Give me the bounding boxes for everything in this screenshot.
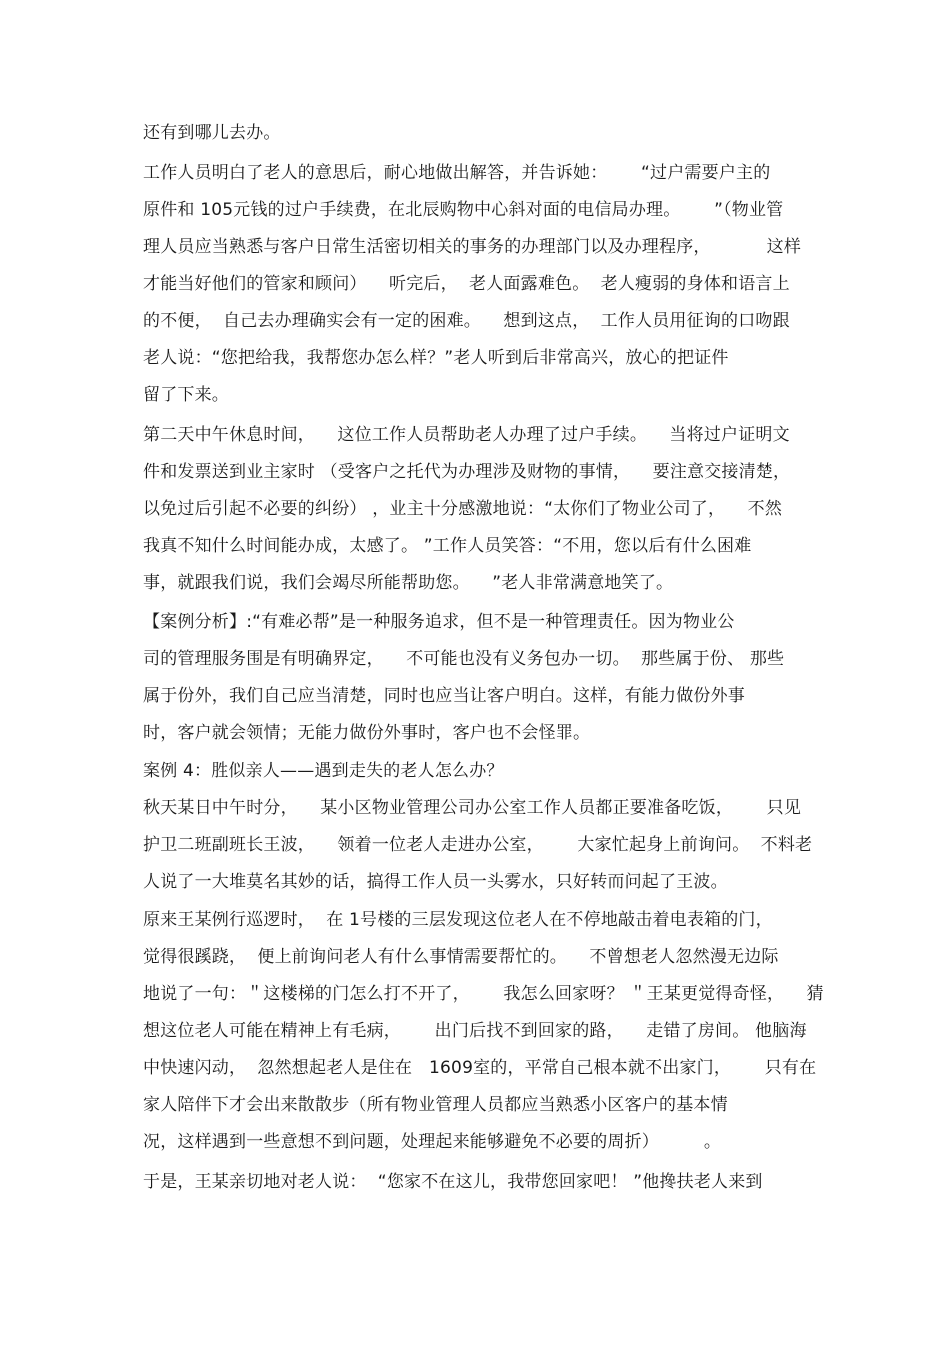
text-line: 还有到哪儿去办。 [143, 123, 281, 143]
text-line: 才能当好他们的管家和顾问） 听完后， 老人面露难色。 老人瘦弱的身体和语言上 [143, 274, 790, 294]
text-line: 工作人员明白了老人的意思后，耐心地做出解答，并告诉她： “过户需要户主的 [143, 163, 771, 183]
text-line: 理人员应当熟悉与客户日常生活密切相关的事务的办理部门以及办理程序， 这样 [143, 237, 802, 257]
text-line: 第二天中午休息时间， 这位工作人员帮助老人办理了过户手续。 当将过户证明文 [143, 425, 790, 445]
text-line: 时，客户就会领情；无能力做份外事时，客户也不会怪罪。 [143, 723, 591, 743]
text-line: 护卫二班副班长王波， 领着一位老人走进办公室， 大家忙起身上前询问。 不料老 [143, 835, 813, 855]
text-line: 事，就跟我们说，我们会竭尽所能帮助您。 ”老人非常满意地笑了。 [143, 573, 674, 593]
text-line: 件和发票送到业主家时 （受客户之托代为办理涉及财物的事情， 要注意交接清楚， [143, 462, 791, 482]
text-line: 【案例分析】:“有难必帮”是一种服务追求，但不是一种管理责任。因为物业公 [143, 612, 735, 632]
text-line: 于是，王某亲切地对老人说： “您家不在这儿，我带您回家吧！ ”他搀扶老人来到 [143, 1172, 763, 1192]
text-line: 原件和 105元钱的过户手续费，在北辰购物中心斜对面的电信局办理。 ”（物业管 [143, 200, 784, 220]
text-line: 留了下来。 [143, 385, 229, 405]
text-line: 家人陪伴下才会出来散散步（所有物业管理人员都应当熟悉小区客户的基本情 [143, 1095, 728, 1115]
text-line: 司的管理服务围是有明确界定， 不可能也没有义务包办一切。 那些属于份、 那些 [143, 649, 785, 669]
text-line: 我真不知什么时间能办成，太感了。 ”工作人员笑答：“不用，您以后有什么困难 [143, 536, 752, 556]
text-line: 以免过后引起不必要的纠纷） ，业主十分感激地说：“太你们了物业公司了， 不然 [143, 499, 783, 519]
text-line: 的不便， 自己去办理确实会有一定的困难。 想到这点， 工作人员用征询的口吻跟 [143, 311, 790, 331]
text-line: 想这位老人可能在精神上有毛病， 出门后找不到回家的路， 走错了房间。 他脑海 [143, 1021, 807, 1041]
text-line: 况，这样遇到一些意想不到问题，处理起来能够避免不必要的周折） 。 [143, 1132, 722, 1152]
text-line: 觉得很蹊跷， 便上前询问老人有什么事情需要帮忙的。 不曾想老人忽然漫无边际 [143, 947, 779, 967]
text-line: 秋天某日中午时分， 某小区物业管理公司办公室工作人员都正要准备吃饭， 只见 [143, 798, 802, 818]
text-line: 人说了一大堆莫名其妙的话，搞得工作人员一头雾水，只好转而问起了王波。 [143, 872, 728, 892]
text-line: 原来王某例行巡逻时， 在 1号楼的三层发现这位老人在不停地敲击着电表箱的门， [143, 910, 773, 930]
text-line: 属于份外，我们自己应当清楚，同时也应当让客户明白。这样，有能力做份外事 [143, 686, 745, 706]
text-line: 案例 4：胜似亲人——遇到走失的老人怎么办？ [143, 761, 504, 781]
text-line: 中快速闪动， 忽然想起老人是住在 1609室的，平常自己根本就不出家门， 只有在 [143, 1058, 817, 1078]
text-line: 地说了一句：＂这楼梯的门怎么打不开了， 我怎么回家呀？ ＂王某更觉得奇怪， 猜 [143, 984, 824, 1004]
text-line: 老人说：“您把给我，我帮您办怎么样？”老人听到后非常高兴，放心的把证件 [143, 348, 729, 368]
